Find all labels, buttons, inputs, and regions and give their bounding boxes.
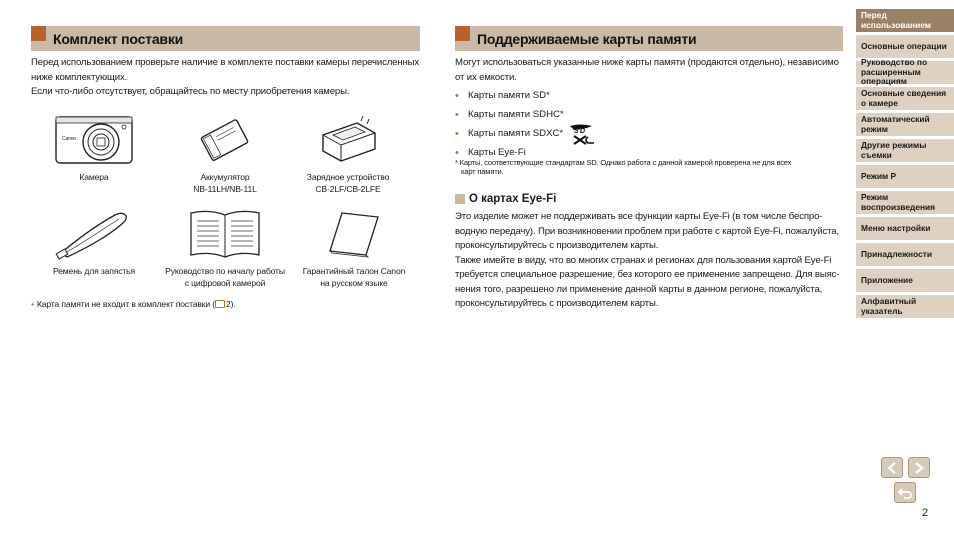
tab-label: Автоматический <box>861 114 930 124</box>
item-label: Ремень для запястья <box>52 266 136 276</box>
intro-line: Могут использоваться указанные ниже карты памяти (продаются отдельно), независимо <box>455 57 839 68</box>
footnote-line: * Карты, соответствующие стандартам SD. Однако работа с данной камерой проверена не для всех <box>455 158 792 167</box>
tab-label: съемки <box>861 149 892 160</box>
tab-index[interactable] <box>856 295 954 321</box>
item-label: с цифровой камерой <box>184 278 266 288</box>
tab-advanced-guide[interactable] <box>856 57 954 87</box>
eyefi-line: Также имейте в виду, что во многих странах и регионах для пользования картой Eye-Fi <box>455 254 832 266</box>
return-button[interactable] <box>894 482 916 503</box>
subheader-marker-icon <box>455 194 465 204</box>
memory-card-list <box>455 86 847 162</box>
tab-label: Другие режимы <box>861 140 927 150</box>
tab-label: режим <box>861 123 888 134</box>
eyefi-line: проконсультируйтесь с производителем карты. <box>455 240 659 251</box>
tab-p-mode[interactable] <box>856 165 954 191</box>
tab-label: Режим P <box>861 170 897 181</box>
card-type: Карты памяти SD* <box>468 90 550 101</box>
eyefi-line: проконсультируйтесь с производителем карты. <box>455 298 659 309</box>
item-label: Камера <box>79 172 109 182</box>
page-reference-link[interactable]: 2 <box>226 299 231 309</box>
wrist-strap-icon <box>53 207 135 261</box>
section-title: Поддерживаемые карты памяти <box>477 30 697 47</box>
tab-label: расширенным операциям <box>861 66 921 87</box>
card-type: Карты памяти SDXC* <box>468 128 564 139</box>
bullet-icon: • <box>455 89 459 102</box>
eyefi-line: Это изделие может не поддерживать все функции карты Eye-Fi (в том числе беспро- <box>455 211 823 222</box>
note-text-end: ). <box>230 299 236 309</box>
tab-label: Режим <box>861 192 889 202</box>
tab-accessories[interactable] <box>856 243 954 269</box>
svg-text:S: S <box>574 127 579 135</box>
bullet-icon: • <box>455 127 459 140</box>
tab-label: Алфавитный указатель <box>861 296 917 316</box>
tab-label: Руководство по <box>861 57 928 68</box>
item-charger <box>298 113 398 195</box>
previous-page-button[interactable] <box>881 457 903 478</box>
tab-label: воспроизведения <box>861 201 936 212</box>
intro-line: ниже комплектующих. <box>31 71 128 83</box>
section-header-package-contents <box>31 26 420 51</box>
tab-label: Перед использованием <box>861 10 931 30</box>
chapter-sidebar <box>856 9 954 321</box>
return-arrow-icon <box>898 487 912 499</box>
item-label: Руководство по началу работы <box>165 266 285 276</box>
battery-icon <box>195 113 255 167</box>
intro-line: Перед использованием проверьте наличие в комплекте поставки камеры перечисленных <box>31 57 420 68</box>
arrow-left-icon <box>886 462 898 474</box>
tab-label: Принадлежности <box>861 248 932 259</box>
tab-label: Основные сведения <box>861 88 947 98</box>
list-item <box>455 105 847 124</box>
next-page-button[interactable] <box>908 457 930 478</box>
section-title: Комплект поставки <box>53 30 184 47</box>
tab-camera-basics[interactable] <box>856 87 954 113</box>
camera-brand-logo: Canon <box>62 136 76 142</box>
sdxc-logo-icon <box>566 123 596 145</box>
item-camera <box>48 113 140 183</box>
eyefi-paragraph <box>455 210 847 312</box>
intro-line: от их емкости. <box>455 71 517 83</box>
item-warranty-card <box>296 207 412 289</box>
list-item <box>455 86 847 105</box>
card-type: Карты Eye-Fi <box>468 147 526 158</box>
intro-line: Если что-либо отсутствует, обращайтесь по месту приобретения камеры. <box>31 86 350 97</box>
intro-paragraph <box>31 56 423 100</box>
svg-text:D: D <box>580 127 586 135</box>
eyefi-line: требуется специальное разрешение, без которого ее применение запрещено. Для выяс- <box>455 269 840 280</box>
item-label: NB-11LH/NB-11L <box>193 184 257 194</box>
item-label: на русском языке <box>320 278 388 288</box>
item-label: Зарядное устройство <box>306 172 390 182</box>
page-number: 2 <box>922 507 929 519</box>
section-header-memory-cards <box>455 26 843 51</box>
item-getting-started-guide <box>160 207 290 289</box>
list-item <box>455 124 847 143</box>
tab-playback-mode[interactable] <box>856 191 954 217</box>
tab-auto-mode[interactable] <box>856 113 954 139</box>
warranty-card-icon <box>324 207 384 261</box>
bullet-icon: • <box>455 108 459 121</box>
eyefi-line: водную передачу). При возникновении проблем при работе с картой Eye-Fi, пожалуйста, <box>455 225 839 237</box>
memory-card-note <box>31 297 331 312</box>
item-label: CB-2LF/CB-2LFE <box>315 184 381 194</box>
bullet-icon: • <box>455 146 459 159</box>
tab-label: Меню настройки <box>861 222 931 233</box>
memory-intro-paragraph <box>455 56 847 85</box>
header-marker-icon <box>455 26 470 41</box>
booklet-icon <box>185 207 265 261</box>
eyefi-subheader <box>455 193 556 205</box>
item-battery <box>166 113 284 195</box>
item-label: Гарантийный талон Canon <box>302 266 406 276</box>
tab-appendix[interactable] <box>856 269 954 295</box>
eyefi-title: О картах Eye-Fi <box>469 193 557 205</box>
arrow-right-icon <box>913 462 925 474</box>
tab-label: о камере <box>861 97 898 108</box>
tab-label: Основные операции <box>861 40 947 51</box>
charger-icon <box>317 113 379 167</box>
card-type: Карты памяти SDHC* <box>468 109 564 120</box>
tab-label: Приложение <box>861 274 913 285</box>
item-wrist-strap <box>48 207 140 277</box>
book-reference-icon <box>215 300 225 308</box>
bullet-icon: • <box>31 299 34 309</box>
tab-before-use[interactable] <box>856 9 954 35</box>
header-marker-icon <box>31 26 46 41</box>
note-text: Карта памяти не входит в комплект поставки ( <box>36 299 216 309</box>
item-label: Аккумулятор <box>200 172 250 182</box>
camera-icon <box>53 113 135 167</box>
footnote <box>455 158 847 176</box>
eyefi-line: нения того, разрешено ли применение данной карты в данном регионе, пожалуйста, <box>455 283 823 295</box>
tab-setting-menu[interactable] <box>856 217 954 243</box>
footnote-line: карт памяти. <box>461 167 504 176</box>
tab-other-shooting-modes[interactable] <box>856 139 954 165</box>
